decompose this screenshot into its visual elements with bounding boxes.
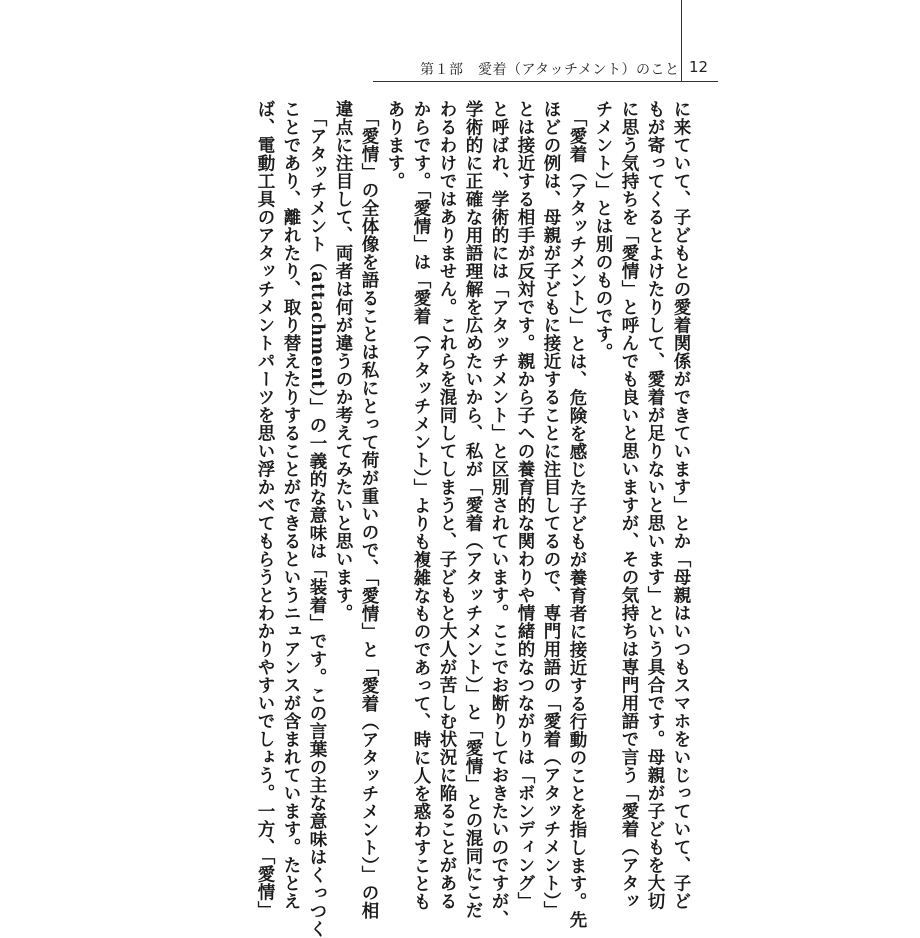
header-rule (373, 81, 718, 82)
text-column: と呼ばれ、学術的には「アタッチメント」と区別されています。ここでお断りしておきたいのですが、 (489, 100, 509, 928)
text-column: ことであり、離れたり、取り替えたりすることができるというニュアンスが含まれています。たとえ (281, 100, 301, 910)
text-column: 「愛情」の全体像を語ることは私にとって荷が重いので、「愛情」と「愛着（アタッチメント）」の相 (359, 100, 379, 920)
text-column: わるわけではありません。これらを混同してしまうと、子どもと大人が苦しむ状況に陥ることがある (437, 100, 457, 910)
text-column: ほどの例は、母親が子どもに接近することに注目してるので、専門用語の「愛着（アタッチメント）」 (541, 100, 561, 920)
text-column: 違点に注目して、両者は何が違うのか考えてみたいと思います。 (333, 100, 353, 622)
text-column: からです。「愛情」は「愛着（アタッチメント）」よりも複雑なものであって、時に人を惑わすことも (411, 100, 431, 911)
text-column: とは接近する相手が反対です。親から子への養育的な関わりや情緒的なつながりは「ボンディング」 (515, 100, 535, 910)
text-column: 学術的に正確な用語理解を広めたいから、私が「愛着（アタッチメント）」と「愛情」との混同にこだ (463, 100, 483, 920)
text-column: もが寄ってくるとよけたりして、愛着が足りないと思います」という具合です。母親が子どもを大切 (645, 100, 665, 910)
header-vertical-rule (681, 0, 682, 82)
text-column: に思う気持ちを「愛情」と呼んでも良いと思いますが、その気持ちは専門用語で言う「愛着（アタッ (619, 100, 639, 910)
text-column: 「アタッチメント（attachment）」の一義的な意味は「装着」です。この言葉の主な意味はくっつく (307, 100, 327, 938)
text-column: ば、電動工具のアタッチメントパーツを思い浮かべてもらうとわかりやすいでしょう。一方、「愛情」 (255, 100, 275, 920)
text-column: に来ていて、子どもとの愛着関係ができています」とか「母親はいつもスマホをいじっていて、子ど (671, 100, 691, 910)
text-column: チメント）」とは別のものです。 (593, 100, 613, 362)
text-column: あります。 (385, 100, 405, 190)
running-head: 第１部 愛着（アタッチメント）のこと (420, 62, 680, 78)
page-number: 12 (689, 58, 709, 76)
text-column: 「愛着（アタッチメント）」とは、危険を感じた子どもが養育者に接近する行動のことを指します。先 (567, 100, 587, 929)
vertical-body-text (255, 100, 694, 938)
